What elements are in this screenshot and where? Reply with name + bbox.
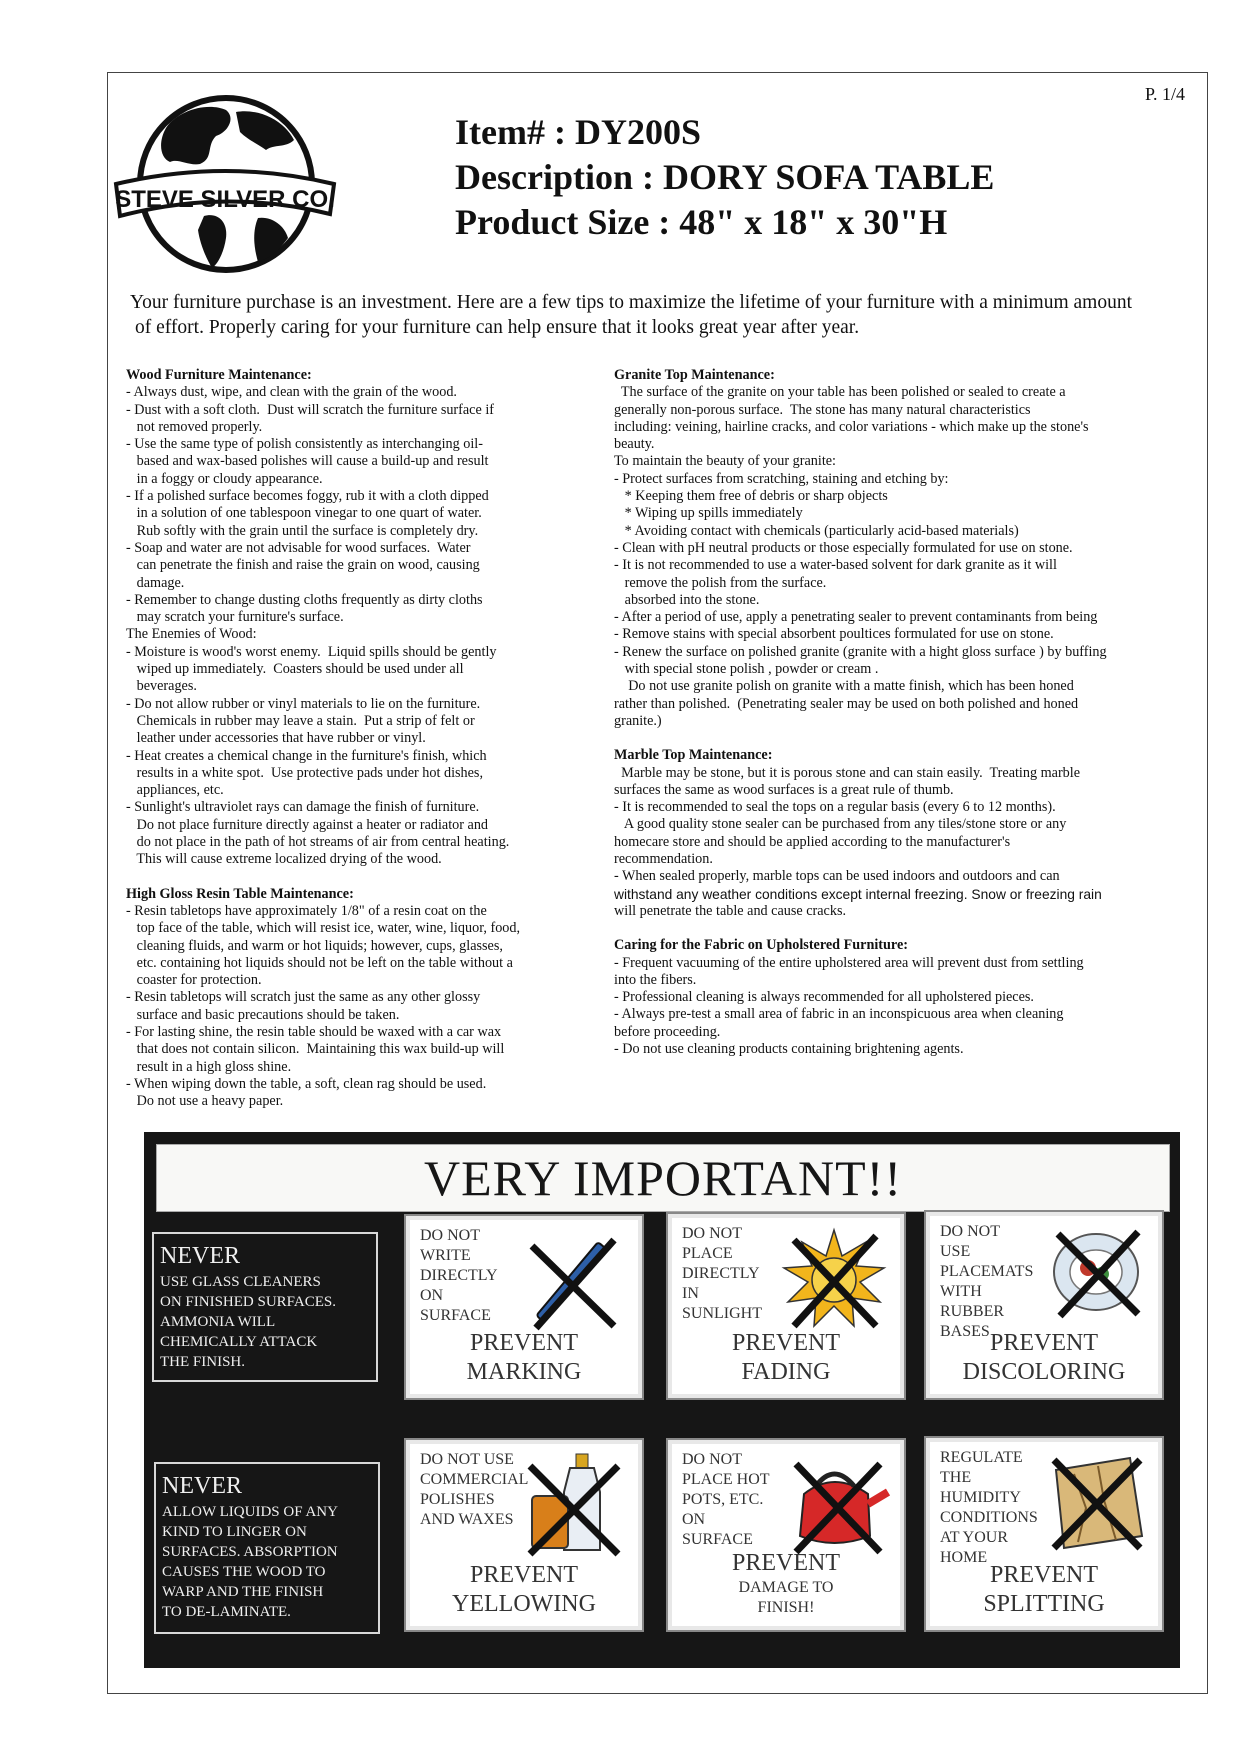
card-instruction-line: DO NOT [420,1227,480,1244]
resin-line: - Resin tabletops have approximately 1/8" of a resin coat on the [126,902,487,919]
prevent-target: YELLOWING [452,1591,596,1617]
card-instruction [420,1226,498,1326]
wood-line: Rub softly with the grain until the surface is completely dry. [126,522,479,539]
marble-line: - It is recommended to seal the tops on a regular basis (every 6 to 12 months). [614,799,1056,816]
prevent-word: PREVENT [470,1562,578,1588]
never-line: USE GLASS CLEANERS [160,1274,321,1290]
resin-line: cleaning fluids, and warm or hot liquids; however, cups, glasses, [126,937,503,954]
card-instruction [682,1224,762,1324]
card-instruction-line: PLACE HOT [682,1471,770,1488]
prevent-discoloring-card [926,1212,1162,1398]
granite-line: - Renew the surface on polished granite (granite with a hight gloss surface ) by buffing [614,643,1107,660]
granite-line: absorbed into the stone. [614,591,760,608]
fabric-line: - Always pre-test a small area of fabric in an inconspicuous area when cleaning [614,1006,1064,1023]
card-instruction-line: RUBBER [940,1303,1005,1320]
never-line: ALLOW LIQUIDS OF ANY [162,1504,338,1520]
prevent-label [672,1328,900,1386]
prevent-yellowing-card [406,1440,642,1630]
resin-line: top face of the table, which will resist ice, water, wine, liquor, food, [126,920,521,937]
resin-section-title: High Gloss Resin Table Maintenance: [126,885,354,902]
never-line: THE FINISH. [160,1354,245,1370]
wood-line: - Dust with a soft cloth. Dust will scratch the furniture surface if [126,401,494,418]
card-instruction-line: WITH [940,1283,982,1300]
card-instruction-line: REGULATE [940,1449,1023,1466]
prevent-fading-card [668,1214,904,1398]
wood-line: - Do not allow rubber or vinyl materials to lie on the furniture. [126,695,481,712]
never-title: NEVER [160,1243,240,1269]
granite-line: including: veining, hairline cracks, and color variations - which make up the stone's [614,418,1089,435]
fabric-line: before proceeding. [614,1023,721,1040]
never-title: NEVER [162,1473,242,1499]
prevent-word: PREVENT [470,1330,578,1356]
resin-line: result in a high gloss shine. [126,1058,292,1075]
prevent-label [410,1328,638,1386]
steve-silver-logo [108,88,340,280]
wood-line: appliances, etc. [126,782,224,799]
resin-line: surface and basic precautions should be taken. [126,1006,400,1023]
wood-line: beverages. [126,678,197,695]
wood-line: based and wax-based polishes will cause a build-up and result [126,453,489,470]
never-body [160,1272,370,1372]
fabric-line: - Do not use cleaning products containing brightening agents. [614,1040,964,1057]
card-instruction-line: SURFACE [682,1531,753,1548]
wood-line: results in a white spot. Use protective pads under hot dishes, [126,764,483,781]
resin-line: Do not use a heavy paper. [126,1093,284,1110]
never-body [162,1502,372,1622]
prevent-word: PREVENT [990,1562,1098,1588]
card-instruction-line: DIRECTLY [420,1267,498,1284]
never-glass-cleaners-box [152,1232,378,1382]
product-size: Product Size : 48" x 18" x 30"H [455,202,948,242]
marble-line: Marble may be stone, but it is porous stone and can stain easily. Treating marble [614,764,1080,781]
prevent-splitting-card [926,1438,1162,1630]
prevent-word: PREVENT [732,1330,840,1356]
card-instruction-line: DO NOT USE [420,1451,514,1468]
prevent-target: SPLITTING [983,1591,1105,1617]
product-header [455,110,994,245]
card-instruction-line: ON [682,1511,706,1528]
card-instruction-line: CONDITIONS [940,1509,1038,1526]
wood-line: - Sunlight's ultraviolet rays can damage the finish of furniture. [126,799,480,816]
card-instruction [940,1448,1038,1568]
resin-section-body [126,903,520,1111]
wood-line: - Use the same type of polish consistently as interchanging oil- [126,436,483,453]
never-line: WARP AND THE FINISH [162,1584,324,1600]
granite-line: - Remove stains with special absorbent poultices formulated for use on stone. [614,626,1054,643]
kettle-icon [776,1452,892,1560]
fabric-line: - Frequent vacuuming of the entire upholstered area will prevent dust from settling [614,954,1084,971]
card-instruction-line: BASES [940,1323,990,1340]
granite-line: * Avoiding contact with chemicals (particularly acid-based materials) [614,522,1019,539]
wood-line: This will cause extreme localized drying of the wood. [126,851,442,868]
item-description: Description : DORY SOFA TABLE [455,157,995,197]
prevent-target: MARKING [466,1359,582,1385]
card-instruction-line: THE [940,1469,972,1486]
never-line: KIND TO LINGER ON [162,1524,307,1540]
prevent-damage-card [668,1440,904,1630]
prevent-marking-card [406,1216,642,1398]
card-instruction-line: COMMERCIAL [420,1471,529,1488]
resin-line: - When wiping down the table, a soft, clean rag should be used. [126,1075,487,1092]
prevent-target: FADING [741,1359,831,1385]
cracked-wood-icon [1034,1450,1150,1558]
fabric-line: - Professional cleaning is always recommended for all upholstered pieces. [614,989,1034,1006]
wood-line: - Remember to change dusting cloths frequently as dirty cloths [126,591,483,608]
resin-line: etc. containing hot liquids should not be left on the table without a [126,954,513,971]
marble-line: withstand any weather conditions except internal freezing. Snow or freezing rain [614,886,1102,902]
granite-line: beauty. [614,436,655,453]
card-instruction-line: HOME [940,1549,988,1566]
card-instruction-line: IN [682,1285,699,1302]
resin-line: that does not contain silicon. Maintaining this wax build-up will [126,1041,505,1058]
granite-line: rather than polished. (Penetrating sealer may be used on both polished and honed [614,695,1079,712]
granite-line: - Clean with pH neutral products or those especially formulated for use on stone. [614,539,1073,556]
resin-line: - For lasting shine, the resin table should be waxed with a car wax [126,1023,502,1040]
prevent-label [672,1548,900,1618]
wood-line: - Soap and water are not advisable for wood surfaces. Water [126,539,471,556]
logo-text: STEVE SILVER CO. [115,186,335,213]
resin-line: coaster for protection. [126,972,262,989]
never-line: ON FINISHED SURFACES. [160,1294,337,1310]
sun-icon [776,1226,892,1334]
wood-line: - Always dust, wipe, and clean with the grain of the wood. [126,384,457,401]
polish-bottle-icon [514,1452,630,1560]
left-column [126,367,520,1110]
prevent-label [930,1560,1158,1618]
poster-banner: VERY IMPORTANT!! [156,1144,1170,1212]
card-instruction-line: POLISHES [420,1491,495,1508]
granite-line: with special stone polish , powder or cream . [614,661,879,678]
card-instruction-line: SUNLIGHT [682,1305,762,1322]
card-instruction-line: AT YOUR [940,1529,1009,1546]
granite-line: remove the polish from the surface. [614,574,827,591]
wood-line: leather under accessories that have rubber or vinyl. [126,730,426,747]
card-instruction-line: PLACE [682,1245,733,1262]
wood-line: do not place in the path of hot streams of air from central heating. [126,834,510,851]
intro-paragraph [130,290,1210,340]
never-line: CHEMICALLY ATTACK [160,1334,318,1350]
granite-section-title: Granite Top Maintenance: [614,367,775,383]
wood-line: - If a polished surface becomes foggy, rub it with a cloth dipped [126,488,489,505]
wood-line: Do not place furniture directly against a heater or radiator and [126,816,489,833]
intro-line: Your furniture purchase is an investment. Here are a few tips to maximize the lifetime of your furniture with a minimum amount [130,292,1133,313]
prevent-word: PREVENT [732,1550,840,1576]
prevent-label [410,1560,638,1618]
resin-line: - Resin tabletops will scratch just the same as any other glossy [126,989,481,1006]
card-instruction-line: DO NOT [940,1223,1000,1240]
fabric-section-title: Caring for the Fabric on Upholstered Furniture: [614,937,908,954]
card-instruction-line: WRITE [420,1247,471,1264]
wood-line: Chemicals in rubber may leave a stain. Put a strip of felt or [126,712,475,729]
wood-line: in a solution of one tablespoon vinegar to one quart of water. [126,505,482,522]
marble-line: homecare store and should be applied according to the manufacturer's [614,833,1011,850]
granite-line: The surface of the granite on your table has been polished or sealed to create a [614,384,1066,401]
wood-line: damage. [126,574,185,591]
card-instruction-line: DO NOT [682,1451,742,1468]
granite-line: * Keeping them free of debris or sharp objects [614,488,888,505]
card-instruction-line: USE [940,1243,971,1260]
prevent-label [930,1328,1158,1386]
granite-line: Do not use granite polish on granite with a matte finish, which has been honed [614,678,1074,695]
wood-line: not removed properly. [126,418,263,435]
wood-line: in a foggy or cloudy appearance. [126,470,323,487]
prevent-target: FINISH! [757,1599,815,1616]
granite-line: generally non-porous surface. The stone has many natural characteristics [614,401,1031,418]
marble-line: surfaces the same as wood surfaces is a great rule of thumb. [614,781,954,798]
prevent-target: DAMAGE TO [738,1579,834,1596]
card-instruction-line: HUMIDITY [940,1489,1021,1506]
wood-line: wiped up immediately. Coasters should be used under all [126,661,464,678]
wood-line: - Heat creates a chemical change in the furniture's finish, which [126,747,487,764]
wood-line: - Moisture is wood's worst enemy. Liquid spills should be gently [126,643,497,660]
never-liquids-box [154,1462,380,1634]
card-instruction-line: DO NOT [682,1225,742,1242]
card-instruction-line: POTS, ETC. [682,1491,764,1508]
card-instruction-line: SURFACE [420,1307,491,1324]
never-line: TO DE-LAMINATE. [162,1604,291,1620]
granite-section-body [614,384,1107,730]
marble-section-title: Marble Top Maintenance: [614,747,773,764]
granite-line: - It is not recommended to use a water-based solvent for dark granite as it will [614,557,1057,574]
wood-line: may scratch your furniture's surface. [126,609,344,626]
card-instruction-line: ON [420,1287,444,1304]
never-line: SURFACES. ABSORPTION [162,1544,338,1560]
right-column [614,367,1107,1058]
pen-icon [514,1228,630,1336]
very-important-poster [144,1132,1180,1668]
granite-line: To maintain the beauty of your granite: [614,453,836,470]
item-number: Item# : DY200S [455,112,701,152]
card-instruction [420,1450,528,1530]
wood-line: The Enemies of Wood: [126,626,257,643]
marble-line: recommendation. [614,851,713,868]
never-line: CAUSES THE WOOD TO [162,1564,326,1580]
granite-line: - After a period of use, apply a penetrating sealer to prevent contaminants from being [614,609,1098,626]
prevent-target: DISCOLORING [962,1359,1126,1385]
granite-line: * Wiping up spills immediately [614,505,803,522]
marble-section-body [614,765,1107,886]
granite-line: - Protect surfaces from scratching, staining and etching by: [614,470,949,487]
never-line: AMMONIA WILL [160,1314,276,1330]
marble-line: - When sealed properly, marble tops can be used indoors and outdoors and can [614,868,1060,885]
placemat-icon [1034,1224,1150,1332]
wood-section-title: Wood Furniture Maintenance: [126,367,312,383]
granite-line: granite.) [614,712,662,729]
card-instruction-line: AND WAXES [420,1511,514,1528]
marble-line: A good quality stone sealer can be purchased from any tiles/stone store or any [614,816,1067,833]
wood-section-body [126,384,520,868]
card-instruction [940,1222,1033,1342]
intro-line: of effort. Properly caring for your furniture can help ensure that it looks great year after year. [135,317,860,338]
prevent-word: PREVENT [990,1330,1098,1356]
fabric-section-body [614,955,1107,1059]
card-instruction [682,1450,770,1550]
card-instruction-line: DIRECTLY [682,1265,760,1282]
marble-line: will penetrate the table and cause cracks. [614,902,847,919]
card-instruction-line: PLACEMATS [940,1263,1034,1280]
page-number: P. 1/4 [1145,84,1186,104]
wood-line: can penetrate the finish and raise the grain on wood, causing [126,557,480,574]
fabric-line: into the fibers. [614,971,697,988]
